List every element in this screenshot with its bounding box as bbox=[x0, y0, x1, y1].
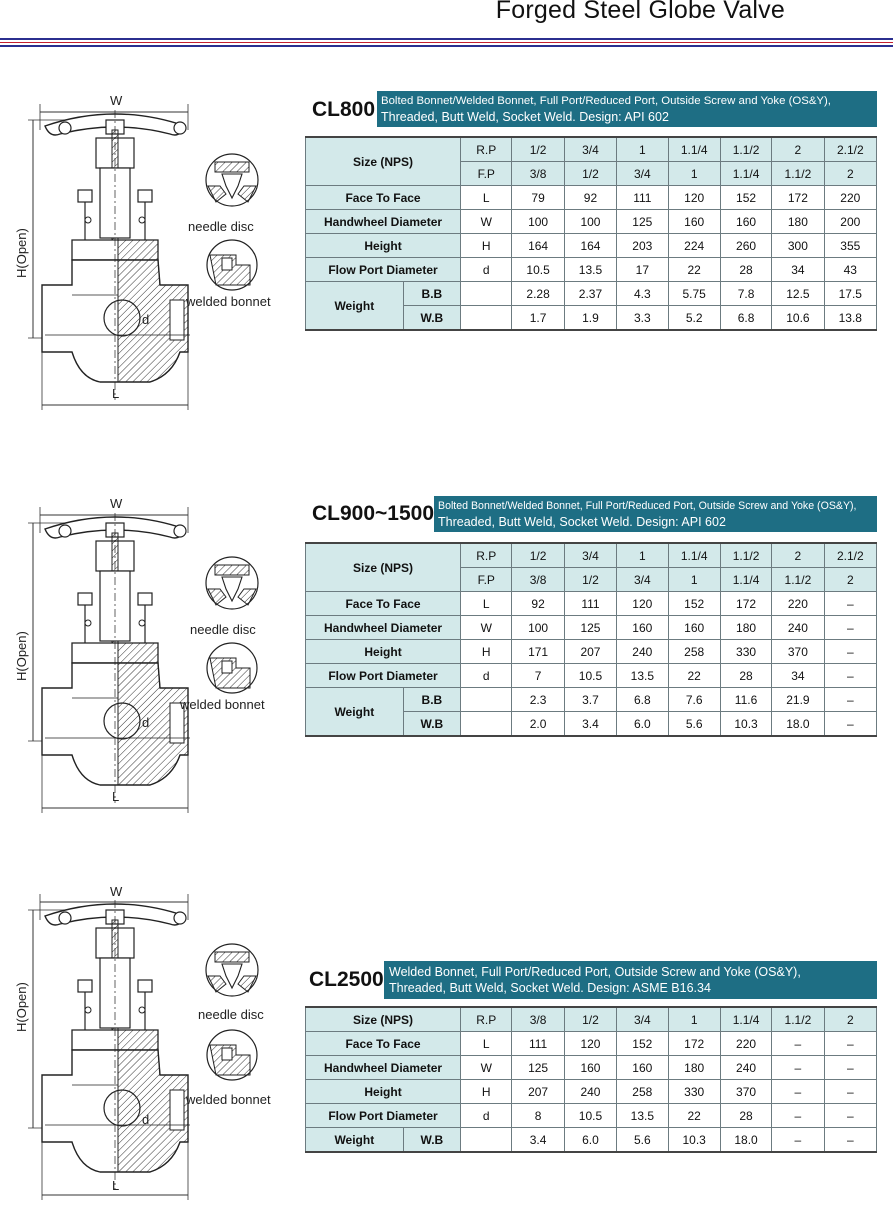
table-cell: 10.5 bbox=[512, 258, 564, 282]
row-symbol: W bbox=[461, 616, 512, 640]
table-cell: 160 bbox=[564, 1056, 616, 1080]
rp-cell: 1 bbox=[617, 137, 668, 162]
table-cell: 172 bbox=[668, 1032, 720, 1056]
bb-label: B.B bbox=[403, 688, 460, 712]
table-cell: 258 bbox=[617, 1080, 668, 1104]
table-cell: 160 bbox=[720, 210, 771, 234]
description-line-2: Threaded, Butt Weld, Socket Weld. Design: API 602 bbox=[438, 515, 726, 529]
table-cell: 3.4 bbox=[512, 1128, 564, 1153]
table-cell: 171 bbox=[512, 640, 564, 664]
table-cell: 6.0 bbox=[617, 712, 668, 737]
rp-cell: 1.1/2 bbox=[720, 137, 771, 162]
fp-cell: 3/8 bbox=[512, 568, 564, 592]
header-rule-blue bbox=[0, 38, 893, 40]
rp-cell: 1.1/4 bbox=[668, 543, 720, 568]
description-box bbox=[377, 91, 877, 127]
dim-d-label: d bbox=[142, 312, 150, 327]
description-line-2: Threaded, Butt Weld, Socket Weld. Design: API 602 bbox=[381, 110, 669, 124]
table-cell: 2.0 bbox=[512, 712, 564, 737]
spec-table bbox=[305, 136, 877, 331]
size-nps-header: Size (NPS) bbox=[306, 1007, 461, 1032]
table-cell: 3.4 bbox=[564, 712, 616, 737]
section-cl800 bbox=[0, 90, 893, 420]
fp-cell: 1 bbox=[668, 162, 720, 186]
table-cell: 2.3 bbox=[512, 688, 564, 712]
table-cell: 164 bbox=[564, 234, 616, 258]
table-cell: 10.3 bbox=[720, 712, 771, 737]
table-cell: 6.8 bbox=[720, 306, 771, 331]
row-label: Handwheel Diameter bbox=[306, 1056, 461, 1080]
rp-cell: 1.1/4 bbox=[668, 137, 720, 162]
table-cell: 13.8 bbox=[824, 306, 876, 331]
table-cell: 10.6 bbox=[772, 306, 824, 331]
table-cell: 100 bbox=[564, 210, 616, 234]
weight-label: Weight bbox=[306, 688, 404, 737]
table-cell: – bbox=[824, 688, 876, 712]
row-symbol: d bbox=[461, 664, 512, 688]
table-cell: 180 bbox=[772, 210, 824, 234]
fp-label: F.P bbox=[461, 162, 512, 186]
table-cell: 240 bbox=[617, 640, 668, 664]
table-cell: 10.5 bbox=[564, 1104, 616, 1128]
rp-cell: 1.1/2 bbox=[720, 543, 771, 568]
table-cell: 152 bbox=[617, 1032, 668, 1056]
table-cell: 79 bbox=[512, 186, 564, 210]
description-line-2: Threaded, Butt Weld, Socket Weld. Design: ASME B16.34 bbox=[389, 981, 711, 995]
fp-cell: 1/2 bbox=[564, 568, 616, 592]
table-cell: 28 bbox=[720, 258, 771, 282]
table-cell: – bbox=[824, 616, 876, 640]
row-label: Handwheel Diameter bbox=[306, 210, 461, 234]
table-cell: – bbox=[772, 1032, 824, 1056]
table-cell: 18.0 bbox=[772, 712, 824, 737]
dim-h-label: H(Open) bbox=[14, 982, 29, 1032]
description-line-1: Bolted Bonnet/Welded Bonnet, Full Port/Reduced Port, Outside Screw and Yoke (OS&Y), bbox=[438, 500, 857, 512]
table-cell: 1.9 bbox=[564, 306, 616, 331]
row-symbol bbox=[461, 306, 512, 331]
table-cell: 100 bbox=[512, 616, 564, 640]
table-cell: 240 bbox=[772, 616, 824, 640]
table-cell: 92 bbox=[564, 186, 616, 210]
table-cell: 370 bbox=[772, 640, 824, 664]
rp-cell: 3/4 bbox=[564, 543, 616, 568]
table-cell: – bbox=[772, 1104, 824, 1128]
row-symbol: W bbox=[461, 210, 512, 234]
table-cell: 224 bbox=[668, 234, 720, 258]
table-cell: 21.9 bbox=[772, 688, 824, 712]
table-cell: – bbox=[824, 712, 876, 737]
table-row bbox=[306, 688, 877, 712]
table-row bbox=[306, 186, 877, 210]
table-row bbox=[306, 664, 877, 688]
table-cell: 207 bbox=[512, 1080, 564, 1104]
table-cell: 160 bbox=[617, 616, 668, 640]
table-cell: 13.5 bbox=[617, 664, 668, 688]
table-cell: 28 bbox=[720, 1104, 771, 1128]
row-label: Flow Port Diameter bbox=[306, 664, 461, 688]
table-cell: 330 bbox=[668, 1080, 720, 1104]
spec-table bbox=[305, 542, 877, 737]
table-cell: 22 bbox=[668, 1104, 720, 1128]
table-cell: – bbox=[772, 1056, 824, 1080]
spec-table bbox=[305, 1006, 877, 1153]
rp-cell: 1/2 bbox=[564, 1007, 616, 1032]
dim-w-label: W bbox=[110, 884, 123, 899]
table-row bbox=[306, 282, 877, 306]
table-cell: 125 bbox=[512, 1056, 564, 1080]
valve-drawing bbox=[0, 493, 290, 823]
row-label: Height bbox=[306, 234, 461, 258]
rp-cell: 2.1/2 bbox=[824, 543, 876, 568]
table-row bbox=[306, 616, 877, 640]
table-cell: 180 bbox=[720, 616, 771, 640]
table-cell: 34 bbox=[772, 664, 824, 688]
description-box bbox=[384, 961, 877, 999]
rp-cell: 2 bbox=[824, 1007, 876, 1032]
table-cell: – bbox=[824, 640, 876, 664]
row-label: Face To Face bbox=[306, 1032, 461, 1056]
rp-cell: 1 bbox=[668, 1007, 720, 1032]
table-cell: 2.28 bbox=[512, 282, 564, 306]
row-symbol: d bbox=[461, 258, 512, 282]
table-cell: 355 bbox=[824, 234, 876, 258]
wb-label: W.B bbox=[403, 712, 460, 737]
fp-cell: 1/2 bbox=[564, 162, 616, 186]
wb-label: W.B bbox=[403, 1128, 460, 1153]
header-rule-blue-2 bbox=[0, 45, 893, 47]
table-row bbox=[306, 1104, 877, 1128]
row-symbol: H bbox=[461, 1080, 512, 1104]
table-cell: 43 bbox=[824, 258, 876, 282]
rp-cell: 2.1/2 bbox=[824, 137, 876, 162]
row-label: Height bbox=[306, 640, 461, 664]
table-cell: – bbox=[824, 1080, 876, 1104]
table-cell: 10.3 bbox=[668, 1128, 720, 1153]
fp-cell: 1.1/2 bbox=[772, 568, 824, 592]
rp-label: R.P bbox=[461, 137, 512, 162]
description-line-1: Welded Bonnet, Full Port/Reduced Port, Outside Screw and Yoke (OS&Y), bbox=[389, 965, 801, 979]
row-label: Height bbox=[306, 1080, 461, 1104]
table-cell: 4.3 bbox=[617, 282, 668, 306]
table-cell: 203 bbox=[617, 234, 668, 258]
table-cell: 5.2 bbox=[668, 306, 720, 331]
table-cell: 160 bbox=[617, 1056, 668, 1080]
table-cell: 7 bbox=[512, 664, 564, 688]
table-cell: 258 bbox=[668, 640, 720, 664]
table-cell: 152 bbox=[720, 186, 771, 210]
table-cell: 5.75 bbox=[668, 282, 720, 306]
size-nps-header: Size (NPS) bbox=[306, 137, 461, 186]
table-cell: 18.0 bbox=[720, 1128, 771, 1153]
row-label: Face To Face bbox=[306, 186, 461, 210]
table-cell: 370 bbox=[720, 1080, 771, 1104]
size-nps-header: Size (NPS) bbox=[306, 543, 461, 592]
row-label: Flow Port Diameter bbox=[306, 258, 461, 282]
dim-w-label: W bbox=[110, 496, 123, 511]
dim-l-label: L bbox=[112, 1178, 120, 1193]
weight-label: Weight bbox=[306, 1128, 404, 1153]
table-cell: 28 bbox=[720, 664, 771, 688]
table-cell: 13.5 bbox=[564, 258, 616, 282]
table-cell: 220 bbox=[720, 1032, 771, 1056]
table-cell: 172 bbox=[772, 186, 824, 210]
table-cell: 3.7 bbox=[564, 688, 616, 712]
description-line-1: Bolted Bonnet/Welded Bonnet, Full Port/Reduced Port, Outside Screw and Yoke (OS&Y), bbox=[381, 95, 831, 107]
table-cell: 180 bbox=[668, 1056, 720, 1080]
table-cell: 125 bbox=[564, 616, 616, 640]
row-symbol: H bbox=[461, 234, 512, 258]
row-label: Face To Face bbox=[306, 592, 461, 616]
table-cell: 172 bbox=[720, 592, 771, 616]
row-symbol: L bbox=[461, 186, 512, 210]
dim-h-label: H(Open) bbox=[14, 228, 29, 278]
section-cl900-1500 bbox=[0, 493, 893, 823]
table-row bbox=[306, 1056, 877, 1080]
rp-cell: 1/2 bbox=[512, 137, 564, 162]
table-cell: 17.5 bbox=[824, 282, 876, 306]
table-cell: 160 bbox=[668, 616, 720, 640]
table-cell: – bbox=[824, 1056, 876, 1080]
table-cell: – bbox=[824, 1104, 876, 1128]
table-cell: 2.37 bbox=[564, 282, 616, 306]
table-cell: 120 bbox=[564, 1032, 616, 1056]
table-cell: 8 bbox=[512, 1104, 564, 1128]
welded-bonnet-label: welded bonnet bbox=[186, 1092, 271, 1107]
fp-cell: 3/4 bbox=[617, 568, 668, 592]
table-cell: 220 bbox=[824, 186, 876, 210]
table-cell: – bbox=[824, 1032, 876, 1056]
table-cell: – bbox=[772, 1080, 824, 1104]
table-row bbox=[306, 234, 877, 258]
fp-cell: 3/4 bbox=[617, 162, 668, 186]
table-cell: 10.5 bbox=[564, 664, 616, 688]
table-cell: 111 bbox=[564, 592, 616, 616]
table-cell: 200 bbox=[824, 210, 876, 234]
dim-d-label: d bbox=[142, 715, 150, 730]
class-label: CL900~1500 bbox=[312, 502, 435, 525]
dim-d-label: d bbox=[142, 1112, 150, 1127]
table-cell: – bbox=[824, 664, 876, 688]
table-cell: 111 bbox=[512, 1032, 564, 1056]
dim-l-label: L bbox=[112, 386, 120, 401]
rp-cell: 1.1/2 bbox=[772, 1007, 824, 1032]
table-cell: 34 bbox=[772, 258, 824, 282]
needle-disc-label: needle disc bbox=[190, 622, 256, 637]
table-cell: 120 bbox=[617, 592, 668, 616]
rp-cell: 2 bbox=[772, 543, 824, 568]
row-label: Handwheel Diameter bbox=[306, 616, 461, 640]
table-cell: – bbox=[772, 1128, 824, 1153]
table-cell: 330 bbox=[720, 640, 771, 664]
header-rule-red bbox=[0, 42, 893, 43]
table-cell: 260 bbox=[720, 234, 771, 258]
rp-label: R.P bbox=[461, 543, 512, 568]
table-cell: 240 bbox=[564, 1080, 616, 1104]
row-symbol: d bbox=[461, 1104, 512, 1128]
table-cell: 92 bbox=[512, 592, 564, 616]
table-cell: 7.8 bbox=[720, 282, 771, 306]
table-cell: 11.6 bbox=[720, 688, 771, 712]
table-cell: 111 bbox=[617, 186, 668, 210]
fp-cell: 1.1/4 bbox=[720, 568, 771, 592]
rp-label: R.P bbox=[461, 1007, 512, 1032]
table-cell: 220 bbox=[772, 592, 824, 616]
needle-disc-label: needle disc bbox=[188, 219, 254, 234]
page-title: Forged Steel Globe Valve bbox=[495, 0, 785, 24]
row-symbol bbox=[461, 282, 512, 306]
table-cell: 300 bbox=[772, 234, 824, 258]
row-symbol: L bbox=[461, 1032, 512, 1056]
table-cell: 164 bbox=[512, 234, 564, 258]
table-row bbox=[306, 210, 877, 234]
needle-disc-label: needle disc bbox=[198, 1007, 264, 1022]
dim-h-label: H(Open) bbox=[14, 631, 29, 681]
table-cell: 22 bbox=[668, 258, 720, 282]
table-row bbox=[306, 1080, 877, 1104]
rp-cell: 1 bbox=[617, 543, 668, 568]
table-cell: 152 bbox=[668, 592, 720, 616]
dim-l-label: L bbox=[112, 789, 120, 804]
dim-w-label: W bbox=[110, 93, 123, 108]
rp-cell: 3/8 bbox=[512, 1007, 564, 1032]
table-cell: 207 bbox=[564, 640, 616, 664]
valve-drawing bbox=[0, 880, 290, 1210]
table-cell: 22 bbox=[668, 664, 720, 688]
fp-label: F.P bbox=[461, 568, 512, 592]
table-row bbox=[306, 592, 877, 616]
table-cell: 125 bbox=[617, 210, 668, 234]
table-row bbox=[306, 1032, 877, 1056]
rp-cell: 2 bbox=[772, 137, 824, 162]
section-cl2500 bbox=[0, 880, 893, 1200]
rp-cell: 3/4 bbox=[564, 137, 616, 162]
wb-label: W.B bbox=[403, 306, 460, 331]
fp-cell: 1.1/4 bbox=[720, 162, 771, 186]
table-cell: 12.5 bbox=[772, 282, 824, 306]
class-label: CL800 bbox=[312, 98, 376, 121]
table-cell: 240 bbox=[720, 1056, 771, 1080]
fp-cell: 1.1/2 bbox=[772, 162, 824, 186]
row-symbol bbox=[461, 1128, 512, 1153]
row-symbol bbox=[461, 688, 512, 712]
table-row bbox=[306, 640, 877, 664]
row-label: Flow Port Diameter bbox=[306, 1104, 461, 1128]
welded-bonnet-label: welded bonnet bbox=[186, 294, 271, 309]
fp-cell: 3/8 bbox=[512, 162, 564, 186]
row-symbol: W bbox=[461, 1056, 512, 1080]
table-row bbox=[306, 258, 877, 282]
table-cell: 6.8 bbox=[617, 688, 668, 712]
fp-cell: 2 bbox=[824, 568, 876, 592]
table-cell: 13.5 bbox=[617, 1104, 668, 1128]
table-cell: – bbox=[824, 592, 876, 616]
table-cell: 3.3 bbox=[617, 306, 668, 331]
class-label: CL2500 bbox=[309, 968, 384, 991]
table-cell: 5.6 bbox=[668, 712, 720, 737]
description-box bbox=[434, 496, 877, 532]
weight-label: Weight bbox=[306, 282, 404, 331]
table-cell: 7.6 bbox=[668, 688, 720, 712]
table-cell: 100 bbox=[512, 210, 564, 234]
table-cell: 160 bbox=[668, 210, 720, 234]
table-cell: – bbox=[824, 1128, 876, 1153]
welded-bonnet-label: welded bonnet bbox=[180, 697, 265, 712]
table-row bbox=[306, 1128, 877, 1153]
row-symbol bbox=[461, 712, 512, 737]
row-symbol: L bbox=[461, 592, 512, 616]
table-cell: 17 bbox=[617, 258, 668, 282]
table-cell: 6.0 bbox=[564, 1128, 616, 1153]
rp-cell: 1/2 bbox=[512, 543, 564, 568]
rp-cell: 1.1/4 bbox=[720, 1007, 771, 1032]
table-cell: 120 bbox=[668, 186, 720, 210]
table-cell: 5.6 bbox=[617, 1128, 668, 1153]
rp-cell: 3/4 bbox=[617, 1007, 668, 1032]
bb-label: B.B bbox=[403, 282, 460, 306]
table-cell: 1.7 bbox=[512, 306, 564, 331]
fp-cell: 2 bbox=[824, 162, 876, 186]
row-symbol: H bbox=[461, 640, 512, 664]
fp-cell: 1 bbox=[668, 568, 720, 592]
valve-drawing bbox=[0, 90, 290, 420]
